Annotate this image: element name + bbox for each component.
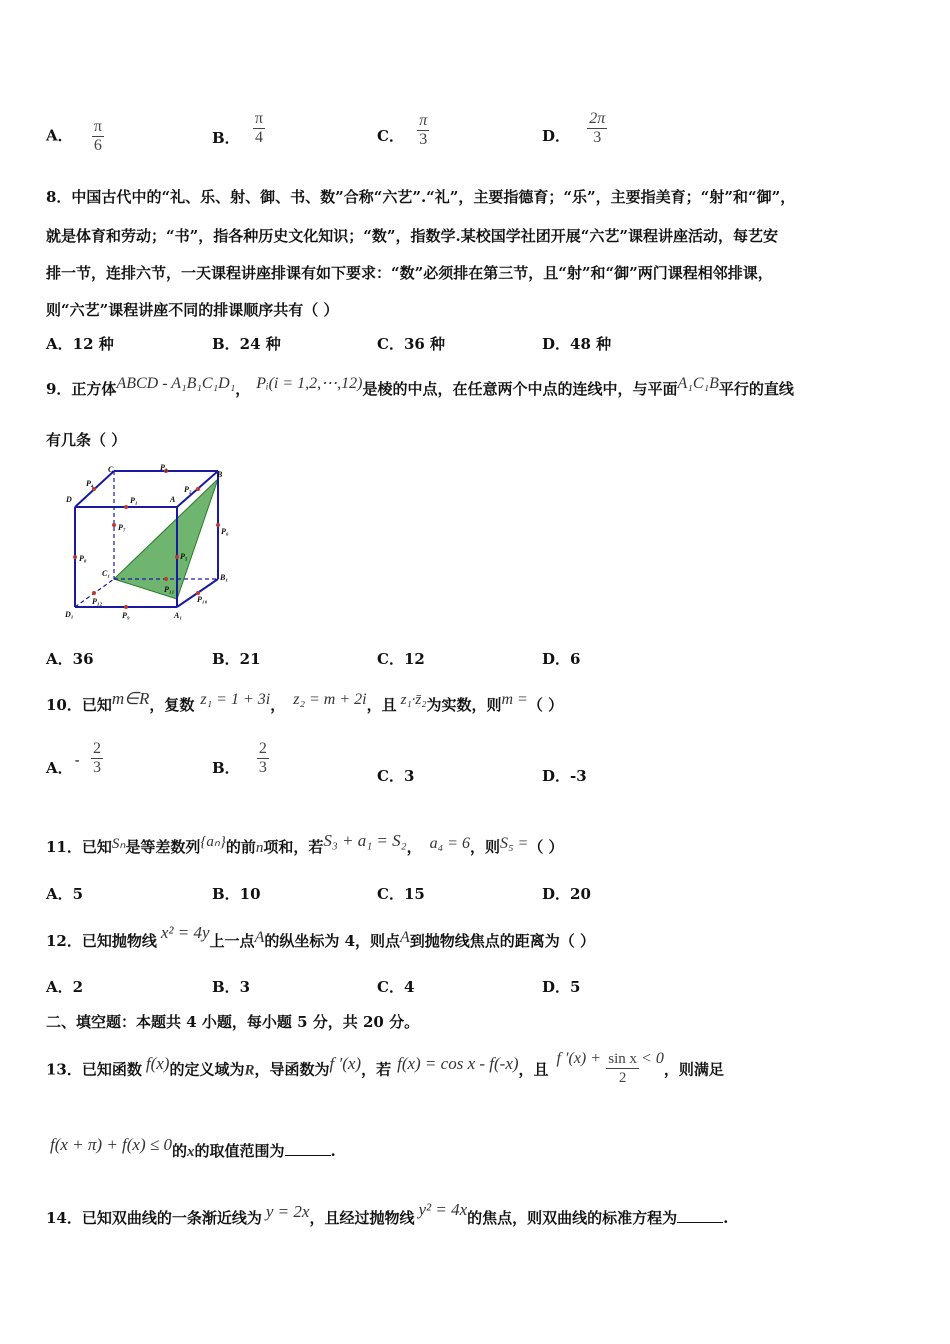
label-p11: P₁₁ — [164, 585, 175, 594]
p1-point — [124, 505, 128, 509]
label-c1: C₁ — [102, 569, 111, 578]
q10-option-b[interactable]: B． $\frac{2}{3}$ — [212, 740, 267, 777]
label-b: B — [217, 470, 223, 479]
q14-answer-blank[interactable] — [677, 1210, 723, 1223]
q13-stem-line-2: f(x + π) + f(x) ≤ 0的x的取值范围为 . — [50, 1135, 336, 1160]
label-p10: P₁₀ — [197, 595, 208, 604]
q11-option-b[interactable]: B．10 — [212, 885, 261, 903]
p11-point — [164, 577, 168, 581]
q13-answer-blank[interactable] — [285, 1143, 331, 1156]
q12-option-c[interactable]: C．4 — [377, 978, 415, 996]
label-p2: P₂ — [184, 485, 192, 494]
q9-stem-line-2: 有几条（ ） — [46, 431, 127, 449]
q7-option-d[interactable]: D． $\frac{2\pi}{3}$ — [542, 110, 606, 146]
q14-stem: 14．已知双曲线的一条渐近线为 y = 2x，且经过抛物线 y² = 4x的焦点，则双曲线的标准方程为 . — [46, 1200, 729, 1227]
label-a1: A₁ — [174, 611, 183, 620]
p12-point — [92, 591, 96, 595]
q8-line-3: 排一节，连排六节，一天课程讲座排课有如下要求：“数”必须排在第三节，且“射”和“御”两门课程相邻排课， — [46, 264, 773, 282]
q8-option-a[interactable]: A．12 种 — [46, 335, 114, 353]
label-c: C — [108, 465, 114, 474]
label-d: D — [66, 495, 72, 504]
q9-option-d[interactable]: D．6 — [542, 650, 581, 668]
p6-point — [216, 523, 220, 527]
q10-option-c[interactable]: C．3 — [377, 767, 415, 785]
label-p1: P₁ — [130, 496, 138, 505]
q11-option-c[interactable]: C．15 — [377, 885, 425, 903]
p9-point — [124, 605, 128, 609]
q9-option-c[interactable]: C．12 — [377, 650, 425, 668]
q8-line-1: 8．中国古代中的“礼、乐、射、御、书、数”合称“六艺”.“礼”，主要指德育；“乐”，主要指美育；“射”和“御”， — [46, 188, 796, 206]
label-b1: B₁ — [220, 573, 229, 582]
p5-point — [175, 555, 179, 559]
q10-option-d[interactable]: D．-3 — [542, 767, 587, 785]
q8-option-c[interactable]: C．36 种 — [377, 335, 446, 353]
q7-option-c[interactable]: C． $\frac{\pi}{3}$ — [377, 112, 428, 148]
q9-option-a[interactable]: A．36 — [46, 650, 94, 668]
q12-option-b[interactable]: B．3 — [212, 978, 251, 996]
q12-stem: 12．已知抛物线 x² = 4y上一点A的纵坐标为 4，则点A到抛物线焦点的距离为（ ） — [46, 923, 596, 950]
label-p12: P₁₂ — [92, 597, 103, 606]
q12-option-d[interactable]: D．5 — [542, 978, 581, 996]
q8-line-4: 则“六艺”课程讲座不同的排课顺序共有（ ） — [46, 301, 339, 319]
label-p6: P₆ — [221, 527, 229, 536]
q7-option-a[interactable]: A． $\frac{\pi}{6}$ — [46, 118, 102, 154]
q11-option-d[interactable]: D．20 — [542, 885, 591, 903]
q12-option-a[interactable]: A．2 — [46, 978, 84, 996]
q11-option-a[interactable]: A．5 — [46, 885, 84, 903]
section-2-heading: 二、填空题：本题共 4 小题，每小题 5 分，共 20 分。 — [46, 1013, 420, 1031]
q9-stem: 9．正方体ABCD - A₁B₁C₁D₁， Pᵢ(i = 1,2,⋯,12)是棱的中点，在任意两个中点的连线中，与平面A₁C₁B平行的直线 — [46, 375, 794, 398]
label-p4: P₄ — [86, 479, 94, 488]
q10-stem: 10．已知m∈R，复数 z₁ = 1 + 3i， z₂ = m + 2i，且 z₁·z̄₂为实数，则m =（ ） — [46, 689, 564, 714]
q8-option-b[interactable]: B．24 种 — [212, 335, 281, 353]
q11-stem: 11．已知Sₙ是等差数列{aₙ}的前n项和，若S₃ + a₁ = S₂， a₄ = 6，则S₅ =（ ） — [46, 831, 564, 856]
q7-option-b[interactable]: B． $\frac{\pi}{4}$ — [212, 110, 263, 147]
label-d1: D₁ — [65, 610, 74, 619]
cube-figure — [60, 462, 240, 627]
label-p5: P₅ — [180, 552, 188, 561]
q9-option-b[interactable]: B．21 — [212, 650, 261, 668]
label-p9: P₉ — [122, 611, 130, 620]
p2-point — [196, 487, 200, 491]
p8-point — [73, 555, 77, 559]
label-p7: P₇ — [118, 523, 126, 532]
q13-stem: 13．已知函数 f(x)的定义域为R，导函数为f ′(x)，若 f(x) = cos x - f(-x)，且f ′(x) + $\frac{\text{sin x}}{2}$ < 0，则满足 — [46, 1049, 724, 1086]
label-p8: P₈ — [79, 554, 87, 563]
p7-point — [112, 523, 116, 527]
q10-option-a[interactable]: A． - $\frac{2}{3}$ — [46, 740, 101, 777]
q8-line-2: 就是体育和劳动；“书”，指各种历史文化知识；“数”，指数学.某校国学社团开展“六艺”课程讲座活动，每艺安 — [46, 227, 778, 245]
label-p3: P₃ — [160, 463, 168, 472]
label-a: A — [170, 495, 176, 504]
q8-option-d[interactable]: D．48 种 — [542, 335, 612, 353]
